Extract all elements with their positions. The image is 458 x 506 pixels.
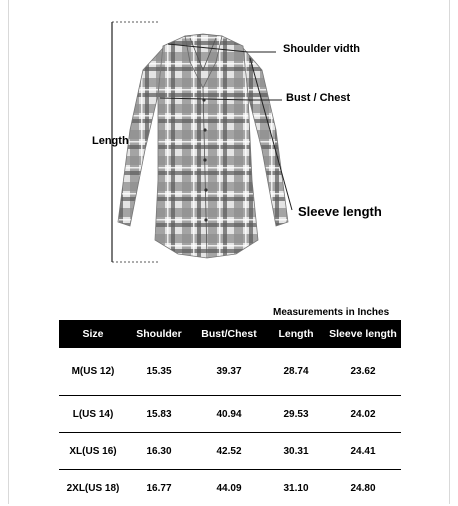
table-cell: 15.35 [127,348,191,396]
measurements-caption: Measurements in Inches [273,307,389,318]
shoulder-width-label: Shoulder vidth [283,43,360,55]
table-header-row [59,320,401,348]
column-header: Bust/Chest [191,320,267,348]
table-row [59,433,401,470]
table-cell: 44.09 [191,470,267,506]
table-row [59,348,401,396]
table-cell: 23.62 [325,348,401,396]
table-cell: 31.10 [267,470,325,506]
table-cell: 24.80 [325,470,401,506]
table-cell: XL(US 16) [59,433,127,470]
column-header: Sleeve length [325,320,401,348]
table-cell: 24.02 [325,396,401,433]
table-cell: 16.77 [127,470,191,506]
table-cell: M(US 12) [59,348,127,396]
table-cell: 42.52 [191,433,267,470]
table-cell: 2XL(US 18) [59,470,127,506]
table-cell: 15.83 [127,396,191,433]
table-cell: 30.31 [267,433,325,470]
sleeve-length-label: Sleeve length [298,204,382,219]
table-cell: 39.37 [191,348,267,396]
table-cell: 28.74 [267,348,325,396]
table-cell: 24.41 [325,433,401,470]
size-chart-table [59,320,401,506]
table-cell: 40.94 [191,396,267,433]
column-header: Length [267,320,325,348]
column-header: Shoulder [127,320,191,348]
column-header: Size [59,320,127,348]
table-row [59,470,401,506]
table-cell: 29.53 [267,396,325,433]
table-cell: L(US 14) [59,396,127,433]
table-row [59,396,401,433]
bust-chest-label: Bust / Chest [286,92,350,104]
table-cell: 16.30 [127,433,191,470]
length-label: Length [92,135,129,147]
